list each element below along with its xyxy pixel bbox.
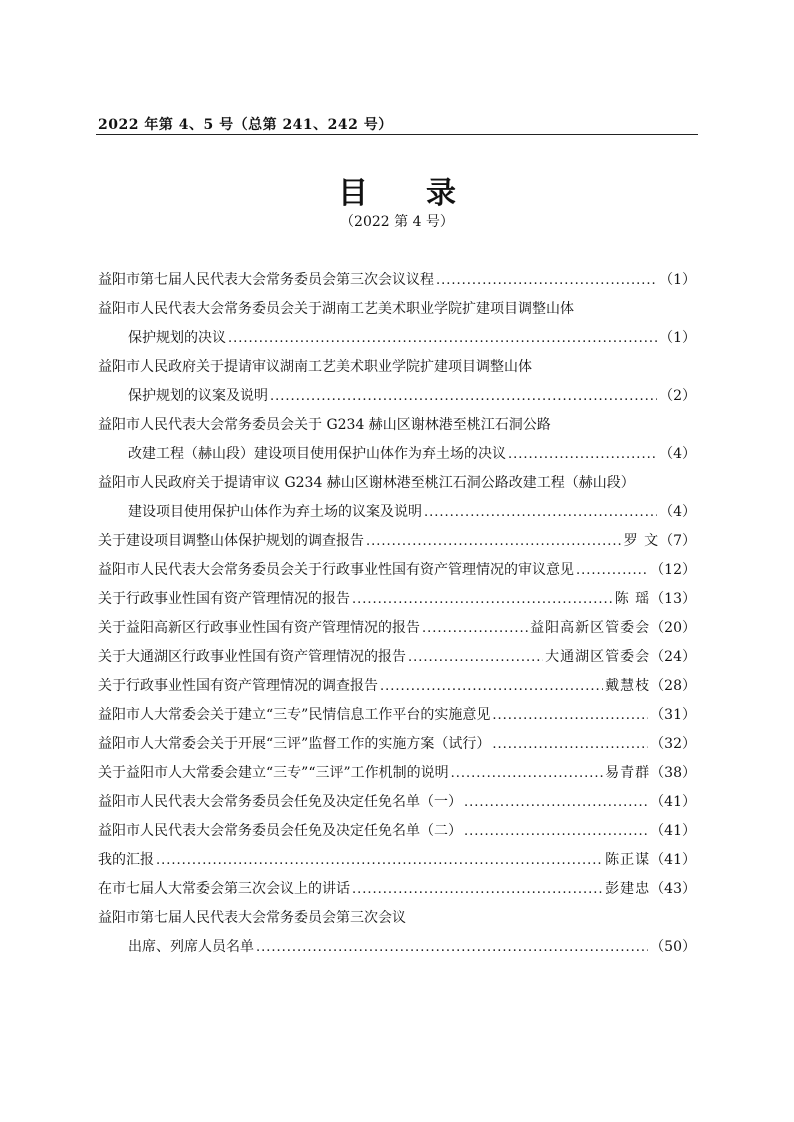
toc-entry-page: （41）	[650, 823, 696, 839]
toc-entry-title: 关于行政事业性国有资产管理情况的报告	[98, 591, 350, 607]
toc-entry-title: 关于益阳高新区行政事业性国有资产管理情况的报告	[98, 620, 420, 636]
toc-entry-page: （41）	[650, 794, 696, 810]
toc-entry-page: （4）	[659, 446, 696, 462]
toc-entry[interactable]	[98, 906, 696, 960]
toc-entry[interactable]	[98, 558, 696, 583]
toc-entry-page: （28）	[650, 678, 696, 694]
toc-entry-line	[98, 413, 696, 438]
toc-entry-line	[98, 558, 696, 583]
dot-leader	[156, 848, 603, 873]
toc-entry-line	[98, 297, 696, 322]
toc-entry[interactable]	[98, 471, 696, 525]
dot-leader	[270, 384, 657, 409]
toc-entry[interactable]	[98, 587, 696, 612]
dot-leader	[508, 442, 657, 467]
toc-entry-line	[98, 906, 696, 931]
toc-entry[interactable]	[98, 268, 696, 293]
dot-leader	[436, 268, 657, 293]
toc-entry-line	[98, 529, 696, 554]
toc-entry-page: （7）	[659, 533, 696, 549]
dot-leader	[464, 819, 648, 844]
toc-entry-title: 关于大通湖区行政事业性国有资产管理情况的报告	[98, 649, 406, 665]
toc-entry-page: （43）	[650, 881, 696, 897]
table-of-contents	[98, 268, 696, 960]
dot-leader	[366, 529, 622, 554]
toc-entry[interactable]	[98, 703, 696, 728]
toc-entry-title: 益阳市人民代表大会常务委员会关于湖南工艺美术职业学院扩建项目调整山体	[98, 301, 574, 317]
toc-entry-title: 关于行政事业性国有资产管理情况的调查报告	[98, 678, 378, 694]
toc-entry-title: 关于建设项目调整山体保护规划的调查报告	[98, 533, 364, 549]
toc-entry-page: （1）	[659, 272, 696, 288]
toc-entry-line	[98, 326, 696, 351]
dot-leader	[464, 790, 648, 815]
toc-entry-line	[98, 935, 696, 960]
dot-leader	[408, 645, 543, 670]
toc-entry-author: 益阳高新区管委会	[530, 620, 651, 636]
toc-entry-page: （41）	[650, 852, 696, 868]
toc-entry-page: （50）	[650, 939, 696, 955]
toc-entry-page: （1）	[659, 330, 696, 346]
toc-entry-author: 彭建忠	[605, 881, 651, 897]
dot-leader	[576, 558, 648, 583]
toc-entry-line	[98, 819, 696, 844]
toc-entry-page: （31）	[650, 707, 696, 723]
toc-entry-title: 益阳市人民政府关于提请审议 G234 赫山区谢林港至桃江石洞公路改建工程（赫山段）	[98, 475, 635, 491]
toc-entry[interactable]	[98, 616, 696, 641]
toc-entry-line	[98, 732, 696, 757]
toc-entry-page: （12）	[650, 562, 696, 578]
dot-leader	[424, 500, 657, 525]
page-title: 目录	[338, 176, 514, 211]
toc-entry-title: 益阳市人大常委会关于建立“三专”民情信息工作平台的实施意见	[98, 707, 491, 723]
toc-entry-line	[98, 703, 696, 728]
toc-entry-title: 益阳市人民代表大会常务委员会关于行政事业性国有资产管理情况的审议意见	[98, 562, 574, 578]
toc-entry[interactable]	[98, 413, 696, 467]
dot-leader	[422, 616, 528, 641]
dot-leader	[228, 326, 657, 351]
toc-entry[interactable]	[98, 819, 696, 844]
toc-entry-title: 关于益阳市人大常委会建立“三专”“三评”工作机制的说明	[98, 765, 449, 781]
dot-leader	[352, 877, 603, 902]
toc-entry-line	[98, 674, 696, 699]
toc-entry-line	[98, 268, 696, 293]
toc-entry[interactable]	[98, 848, 696, 873]
toc-entry[interactable]	[98, 732, 696, 757]
dot-leader	[492, 703, 648, 728]
toc-entry-title: 建设项目使用保护山体作为弃土场的议案及说明	[128, 504, 422, 520]
dot-leader	[492, 732, 648, 757]
toc-entry-line	[98, 442, 696, 467]
toc-entry-line	[98, 645, 696, 670]
toc-entry-title: 保护规划的决议	[128, 330, 226, 346]
toc-entry-page: （2）	[659, 388, 696, 404]
toc-entry-title: 我的汇报	[98, 852, 154, 868]
toc-entry-line	[98, 384, 696, 409]
dot-leader	[451, 761, 604, 786]
toc-entry[interactable]	[98, 877, 696, 902]
toc-entry-title: 益阳市人大常委会关于开展“三评”监督工作的实施方案（试行）	[98, 736, 491, 752]
dot-leader	[256, 935, 648, 960]
toc-entry-page: （20）	[650, 620, 696, 636]
toc-entry-author: 陈正谋	[605, 852, 651, 868]
toc-entry-line	[98, 848, 696, 873]
toc-entry-author: 大通湖区管委会	[545, 649, 651, 665]
toc-entry-title: 在市七届人大常委会第三次会议上的讲话	[98, 881, 350, 897]
toc-entry-line	[98, 587, 696, 612]
toc-entry-author: 戴慧枝	[605, 678, 651, 694]
toc-entry-line	[98, 616, 696, 641]
toc-entry-author: 易青群	[605, 765, 651, 781]
toc-entry-title: 出席、列席人员名单	[128, 939, 254, 955]
toc-entry-title: 益阳市第七届人民代表大会常务委员会第三次会议	[98, 910, 406, 926]
toc-entry[interactable]	[98, 297, 696, 351]
toc-entry-title: 益阳市人民代表大会常务委员会关于 G234 赫山区谢林港至桃江石洞公路	[98, 417, 551, 433]
toc-entry-title: 保护规划的议案及说明	[128, 388, 268, 404]
toc-entry-title: 益阳市人民政府关于提请审议湖南工艺美术职业学院扩建项目调整山体	[98, 359, 532, 375]
toc-entry-line	[98, 761, 696, 786]
toc-entry-page: （24）	[650, 649, 696, 665]
issue-header: 2022 年第 4、5 号（总第 241、242 号）	[98, 117, 393, 133]
dot-leader	[380, 674, 603, 699]
toc-entry-line	[98, 471, 696, 496]
toc-entry-line	[98, 500, 696, 525]
dot-leader	[352, 587, 613, 612]
toc-entry[interactable]	[98, 355, 696, 409]
toc-entry-page: （13）	[650, 591, 696, 607]
toc-entry-author: 罗 文	[623, 533, 660, 549]
toc-entry-author: 陈 瑶	[614, 591, 651, 607]
toc-entry-title: 益阳市人民代表大会常务委员会任免及决定任免名单（一）	[98, 794, 462, 810]
toc-entry-title: 改建工程（赫山段）建设项目使用保护山体作为弃土场的决议	[128, 446, 506, 462]
toc-entry-page: （38）	[650, 765, 696, 781]
toc-entry[interactable]	[98, 674, 696, 699]
toc-entry-line	[98, 877, 696, 902]
toc-entry[interactable]	[98, 529, 696, 554]
header-rule	[96, 134, 698, 135]
toc-entry[interactable]	[98, 645, 696, 670]
toc-entry[interactable]	[98, 790, 696, 815]
toc-entry-title: 益阳市第七届人民代表大会常务委员会第三次会议议程	[98, 272, 434, 288]
toc-entry-page: （32）	[650, 736, 696, 752]
toc-entry-title: 益阳市人民代表大会常务委员会任免及决定任免名单（二）	[98, 823, 462, 839]
toc-entry-line	[98, 355, 696, 380]
toc-entry[interactable]	[98, 761, 696, 786]
toc-entry-page: （4）	[659, 504, 696, 520]
page-subtitle: （2022 第 4 号）	[340, 214, 454, 230]
toc-entry-line	[98, 790, 696, 815]
